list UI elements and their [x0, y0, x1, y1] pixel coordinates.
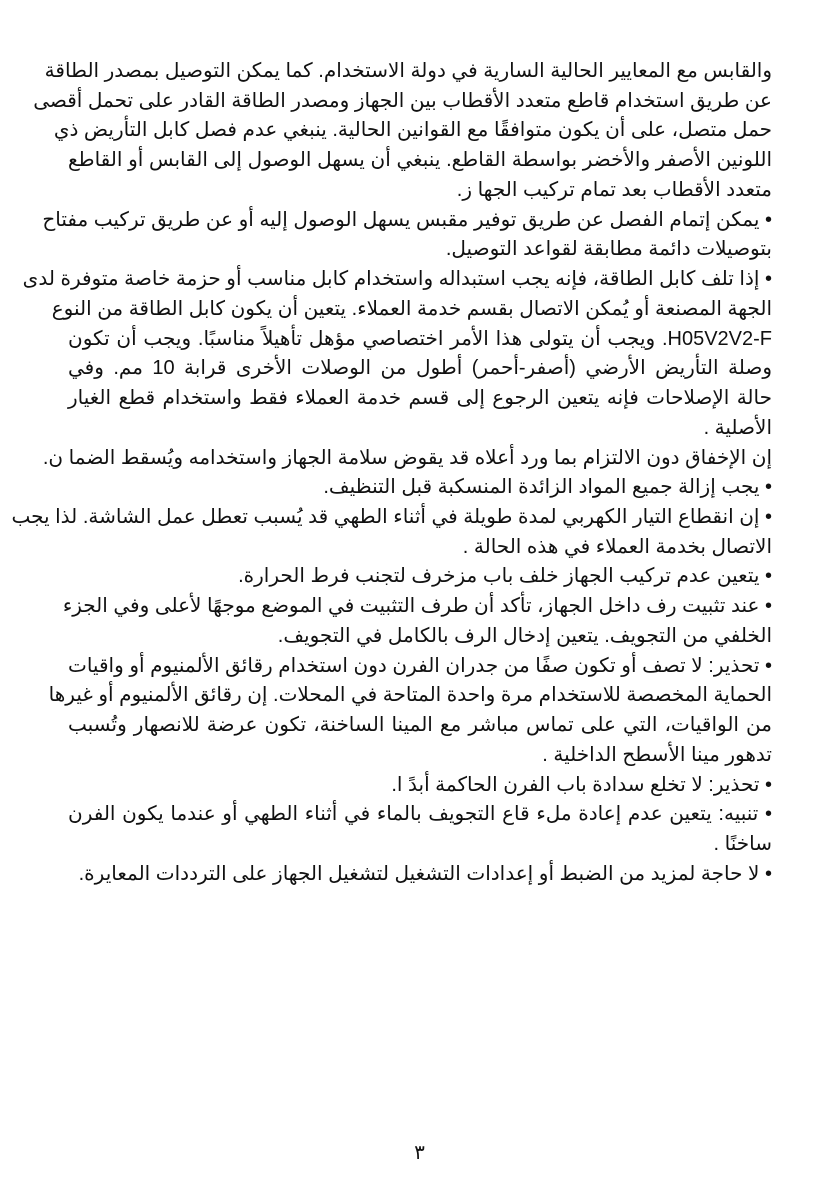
text-line: اللونين الأصفر والأخضر بواسطة القاطع. ينبغي أن يسهل الوصول إلى القابس أو القاطع [68, 149, 772, 172]
bullet-line: • تنبيه: يتعين عدم إعادة ملء قاع التجويف بالماء في أثناء الطهي أو عندما يكون الفرن [68, 803, 772, 826]
text-line: من الواقيات، التي على تماس مباشر مع المينا الساخنة، تكون عرضة للانصهار وتُسبب [68, 714, 772, 737]
text-line: ساخنًا . [713, 833, 772, 856]
text-line: الأصلية . [703, 416, 772, 439]
bullet-line: • إن انقطاع التيار الكهربي لمدة طويلة في أثناء الطهي قد يُسبب تعطل عمل الشاشة. لذا يجب [11, 506, 772, 529]
document-body [11, 57, 773, 890]
bullet-line: • تحذير: لا تخلع سدادة باب الفرن الحاكمة أبدً ا. [391, 773, 772, 796]
text-line: الخلفي من التجويف. يتعين إدخال الرف بالكامل في التجويف. [277, 624, 772, 647]
text-line: بتوصيلات دائمة مطابقة لقواعد التوصيل. [445, 238, 772, 261]
bullet-line: • إذا تلف كابل الطاقة، فإنه يجب استبداله واستخدام كابل مناسب أو حزمة خاصة متوفرة لدى [22, 268, 772, 291]
text-line: الحماية المخصصة للاستخدام مرة واحدة المتاحة في المحلات. إن رقائق الألمنيوم أو غيرها [48, 684, 772, 707]
bullet-line: • يتعين عدم تركيب الجهاز خلف باب مزخرف لتجنب فرط الحرارة. [238, 565, 772, 588]
bullet-line: • يجب إزالة جميع المواد الزائدة المنسكبة قبل التنظيف. [323, 476, 772, 499]
page-number: ٣ [414, 1140, 425, 1164]
text-line: إن الإخفاق دون الالتزام بما ورد أعلاه قد يقوض سلامة الجهاز واستخدامه ويُسقط الضما ن. [42, 446, 772, 469]
text-line: متعدد الأقطاب بعد تمام تركيب الجها ز. [456, 178, 772, 201]
bullet-line: • تحذير: لا تصف أو تكون صفًا من جدران الفرن دون استخدام رقائق الألمنيوم أو واقيات [68, 654, 773, 677]
text-line: تدهور مينا الأسطح الداخلية . [542, 743, 772, 766]
text-line: H05V2V2-F. ويجب أن يتولى هذا الأمر اختصاصي مؤهل تأهيلاً مناسبًا. ويجب أن تكون [68, 327, 772, 350]
bullet-line: • عند تثبيت رف داخل الجهاز، تأكد أن طرف التثبيت في الموضع موجهًا لأعلى وفي الجزء [62, 595, 772, 618]
text-line: الاتصال بخدمة العملاء في هذه الحالة . [462, 535, 772, 558]
bullet-line: • يمكن إتمام الفصل عن طريق توفير مقبس يسهل الوصول إليه أو عن طريق تركيب مفتاح [42, 208, 772, 231]
text-line: حمل متصل، على أن يكون متوافقًا مع القوانين الحالية. ينبغي عدم فصل كابل التأريض ذي [53, 119, 772, 142]
text-line: والقابس مع المعايير الحالية السارية في دولة الاستخدام. كما يمكن التوصيل بمصدر الطاقة [44, 60, 772, 82]
text-line: عن طريق استخدام قاطع متعدد الأقطاب بين الجهاز ومصدر الطاقة القادر على تحمل أقصى [33, 89, 772, 112]
text-line: وصلة التأريض الأرضي (أصفر-أحمر) أطول من الوصلات الأخرى قرابة 10 مم. وفي [68, 357, 772, 380]
text-line: حالة الإصلاحات فإنه يتعين الرجوع إلى قسم خدمة العملاء فقط واستخدام قطع الغيار [68, 387, 772, 410]
bullet-line: • لا حاجة لمزيد من الضبط أو إعدادات التشغيل لتشغيل الجهاز على الترددات المعايرة. [78, 862, 772, 885]
text-line: الجهة المصنعة أو يُمكن الاتصال بقسم خدمة العملاء. يتعين أن يكون كابل الطاقة من النوع [51, 297, 772, 320]
